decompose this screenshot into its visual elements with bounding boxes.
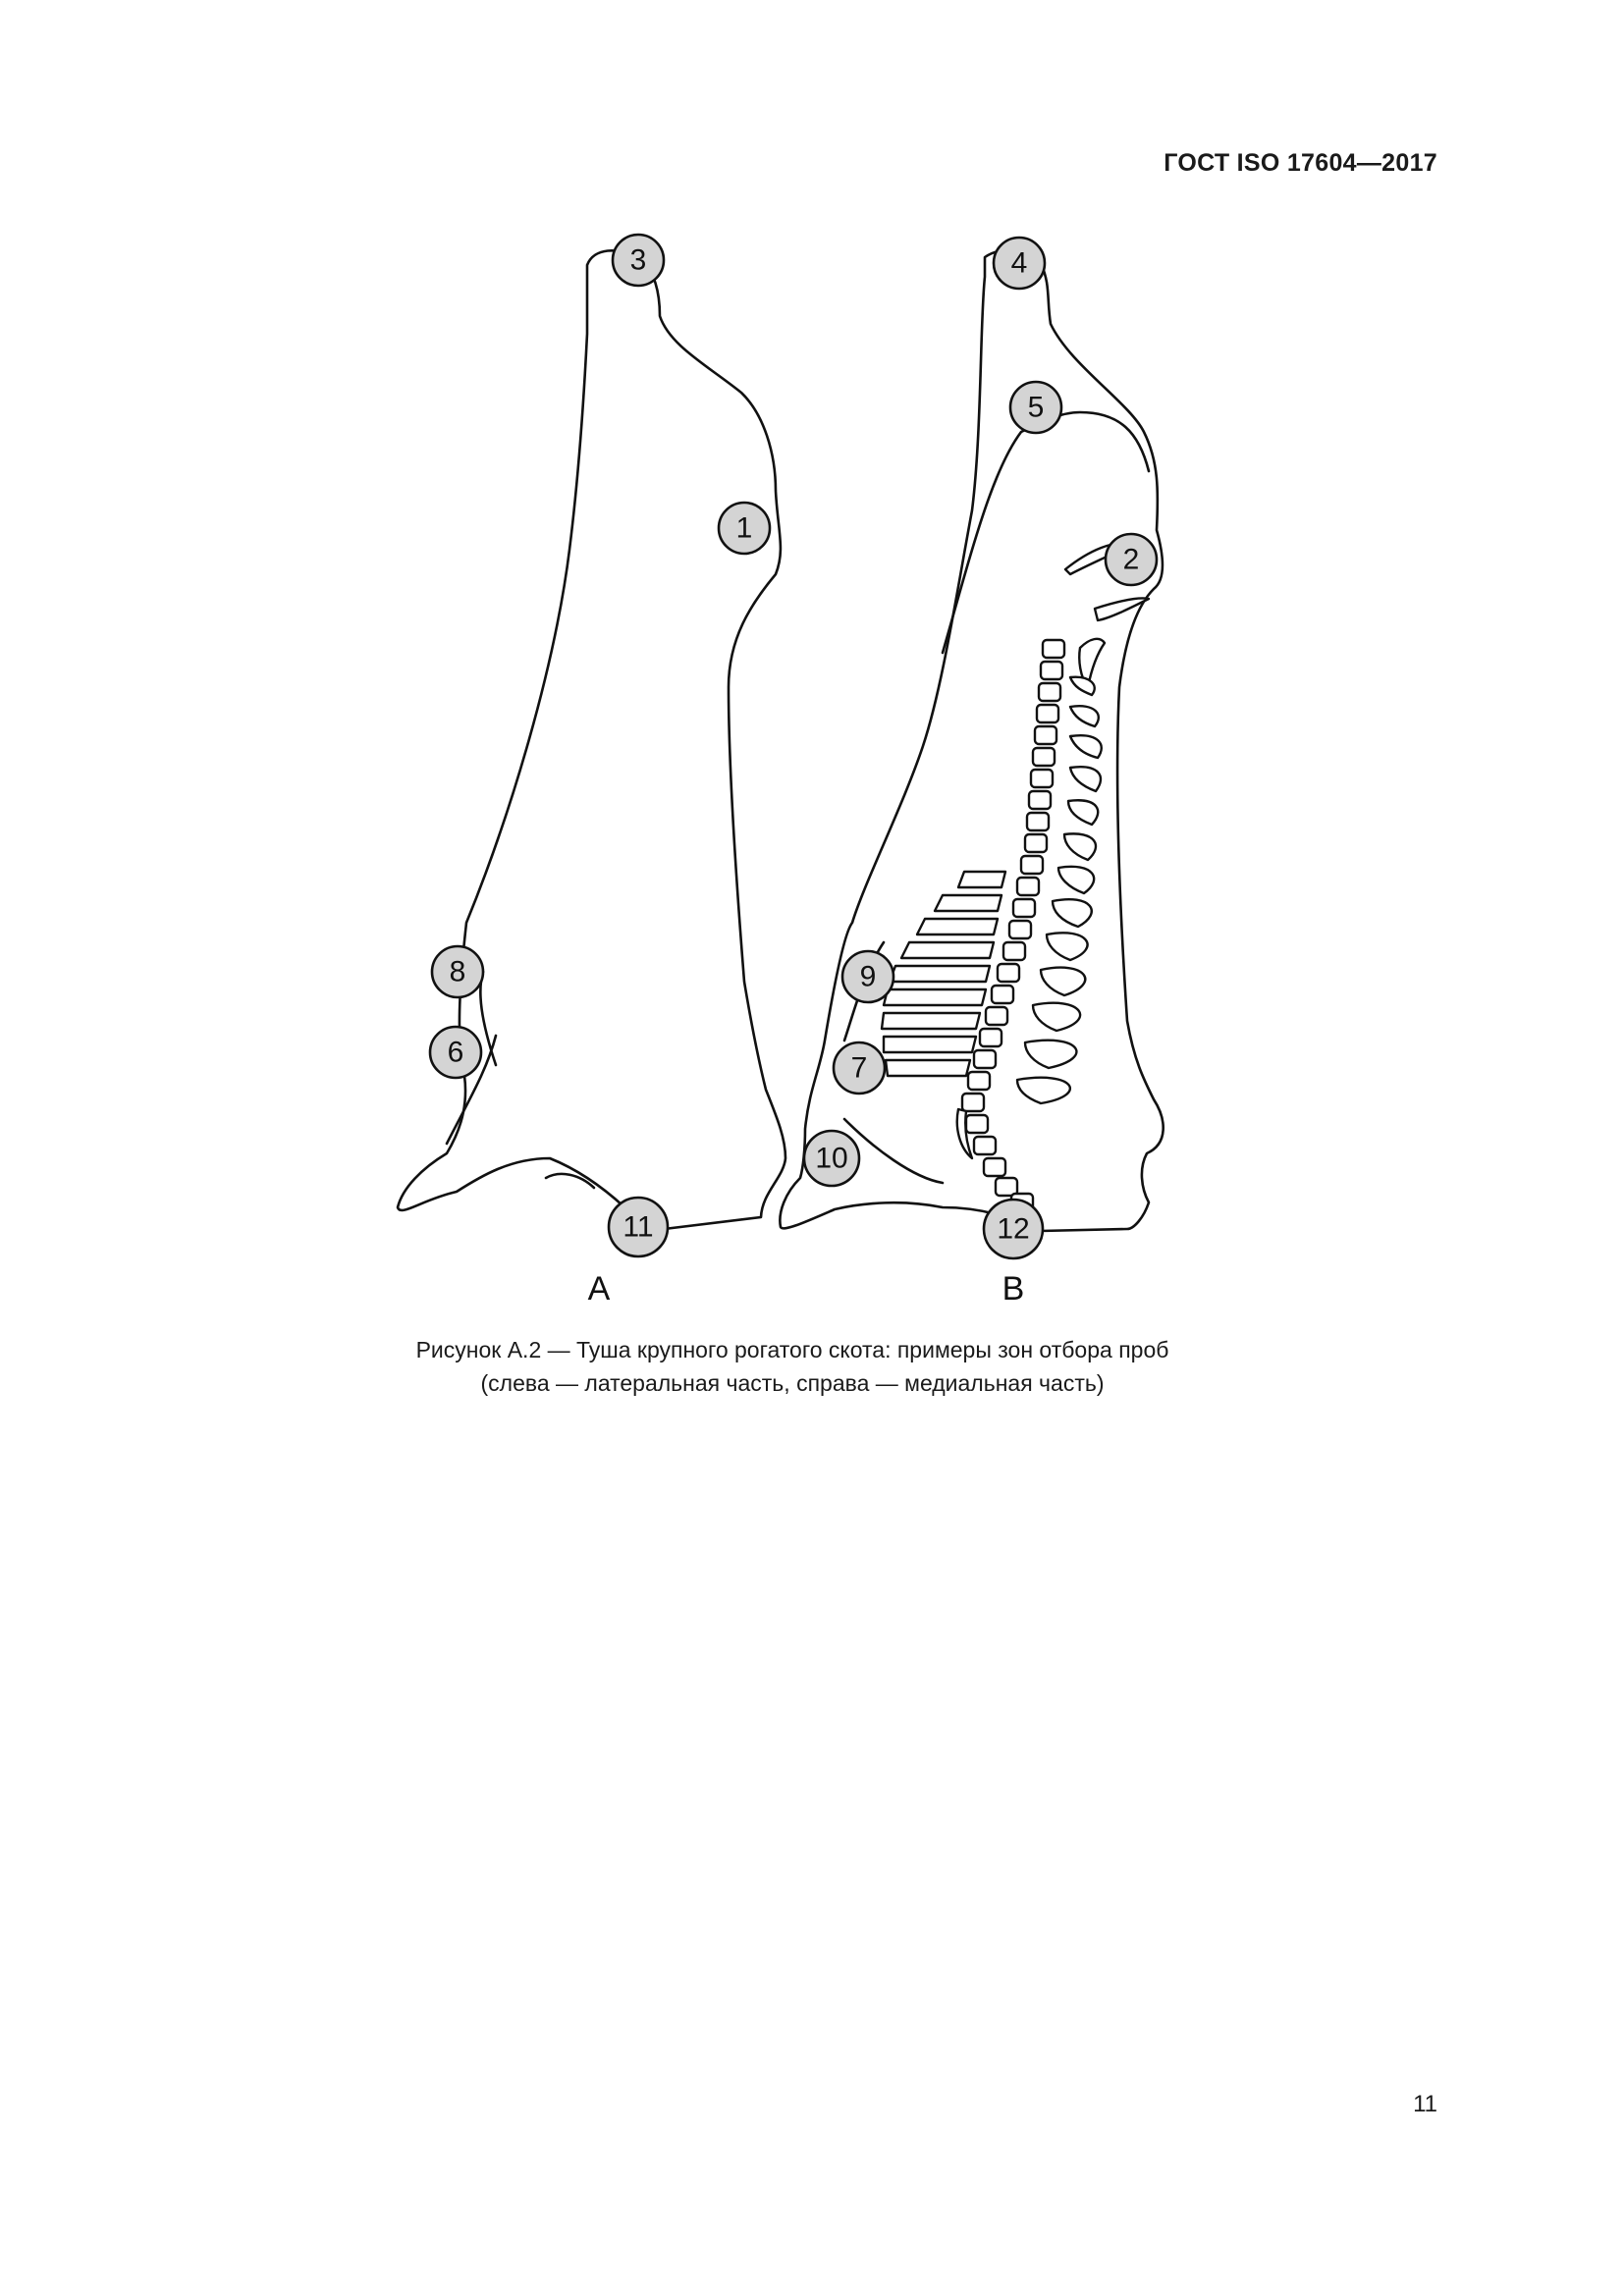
marker-8 <box>432 946 483 997</box>
panel-label-b: B <box>1001 1270 1025 1308</box>
svg-text:8: 8 <box>449 955 466 988</box>
skeleton-spine-ribs <box>882 544 1149 1211</box>
marker-3 <box>613 235 664 286</box>
svg-text:6: 6 <box>447 1036 464 1069</box>
marker-6 <box>430 1027 481 1078</box>
page-number: 11 <box>1413 2091 1437 2117</box>
figure-caption <box>0 1333 1585 1400</box>
svg-text:10: 10 <box>815 1142 848 1175</box>
marker-10 <box>804 1131 859 1186</box>
marker-1 <box>719 503 770 554</box>
svg-text:9: 9 <box>859 960 877 993</box>
svg-text:2: 2 <box>1122 543 1140 576</box>
marker-9 <box>842 951 893 1002</box>
marker-11 <box>609 1198 668 1256</box>
panel-label-a: A <box>587 1270 611 1308</box>
carcass-lateral-outline <box>398 250 785 1231</box>
svg-text:5: 5 <box>1027 391 1045 424</box>
marker-7 <box>834 1042 885 1094</box>
svg-text:4: 4 <box>1010 246 1028 280</box>
marker-2 <box>1106 534 1157 585</box>
caption-line-2: (слева — латеральная часть, справа — медиальная часть) <box>480 1370 1105 1396</box>
svg-text:3: 3 <box>629 243 647 277</box>
marker-4 <box>994 238 1045 289</box>
marker-5 <box>1010 382 1061 433</box>
marker-12 <box>984 1200 1043 1258</box>
svg-text:7: 7 <box>850 1051 868 1085</box>
caption-line-1: Рисунок А.2 — Туша крупного рогатого скота: примеры зон отбора проб <box>415 1337 1169 1362</box>
document-header: ГОСТ ISO 17604—2017 <box>1164 149 1437 177</box>
svg-text:1: 1 <box>735 511 753 545</box>
svg-text:12: 12 <box>997 1212 1030 1246</box>
svg-text:11: 11 <box>623 1210 654 1244</box>
